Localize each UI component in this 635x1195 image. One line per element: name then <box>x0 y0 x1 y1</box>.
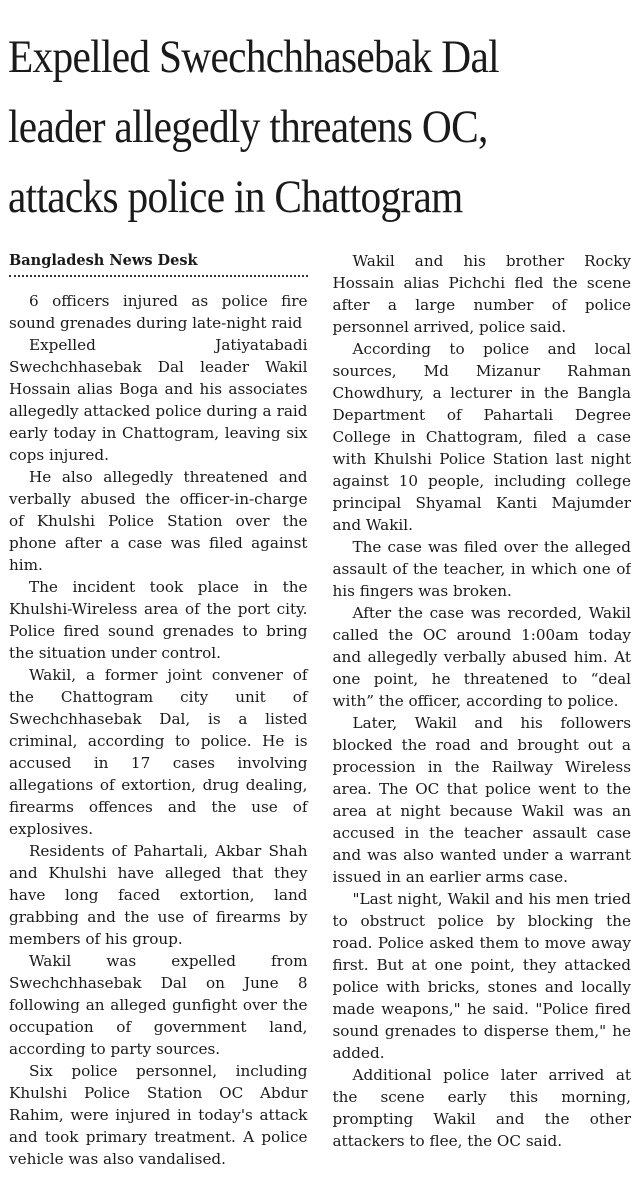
paragraph: After the case was recorded, Wakil called the OC around 1:00am today and allegedly verbally abused him. At one point, he threatened to “deal with” the officer, according to police. <box>332 604 631 710</box>
paragraph: The case was filed over the alleged assault of the teacher, in which one of his fingers was broken. <box>332 538 631 600</box>
paragraph: He also allegedly threatened and verbally abused the officer-in-charge of Khulshi Police Station over the phone after a case was filed against him. <box>9 468 308 574</box>
paragraph: According to police and local sources, Md Mizanur Rahman Chowdhury, a lecturer in the Bangla Department of Pahartali Degree College in Chattogram, filed a case with Khulshi Police Station last night against 10 people, including college principal Shyamal Kanti Majumder and Wakil. <box>332 340 631 534</box>
paragraph: Residents of Pahartali, Akbar Shah and Khulshi have alleged that they have long faced extortion, land grabbing and the use of firearms by members of his group. <box>9 842 308 948</box>
paragraph: "Last night, Wakil and his men tried to obstruct police by blocking the road. Police asked them to move away first. But at one point, they attacked police with bricks, stones and locally made weapons," he said. "Police fired sound grenades to disperse them," he added. <box>332 890 631 1062</box>
article-body <box>9 250 631 1190</box>
paragraph: Expelled Jatiyatabadi Swechchhasebak Dal leader Wakil Hossain alias Boga and his associates allegedly attacked police during a raid early today in Chattogram, leaving six cops injured. <box>9 336 308 464</box>
byline: Bangladesh News Desk <box>9 250 308 277</box>
paragraph: Wakil was expelled from Swechchhasebak Dal on June 8 following an alleged gunfight over the occupation of government land, according to party sources. <box>9 952 308 1058</box>
subheading: 6 officers injured as police fire sound grenades during late-night raid <box>9 292 308 332</box>
headline-line-1: Expelled Swechchhasebak Dal <box>8 31 499 83</box>
paragraph: Additional police later arrived at the scene early this morning, prompting Wakil and the other attackers to flee, the OC said. <box>332 1066 631 1150</box>
headline <box>8 22 555 232</box>
paragraph: Wakil, a former joint convener of the Chattogram city unit of Swechchhasebak Dal, is a listed criminal, according to police. He is accused in 17 cases involving allegations of extortion, drug dealing, firearms offences and the use of explosives. <box>9 666 308 838</box>
paragraph: Later, Wakil and his followers blocked the road and brought out a procession in the Railway Wireless area. The OC that police went to the area at night because Wakil was an accused in the teacher assault case and was also wanted under a warrant issued in an earlier arms case. <box>332 714 631 886</box>
paragraph: The incident took place in the Khulshi-Wireless area of the port city. Police fired sound grenades to bring the situation under control. <box>9 578 308 662</box>
headline-line-2: leader allegedly threatens OC, <box>8 101 488 153</box>
headline-line-3: attacks police in Chattogram <box>8 171 463 223</box>
paragraph: Six police personnel, including Khulshi Police Station OC Abdur Rahim, were injured in today's attack and took primary treatment. A police vehicle was also vandalised. <box>9 1062 308 1168</box>
paragraph: Wakil and his brother Rocky Hossain alias Pichchi fled the scene after a large number of police personnel arrived, police said. <box>332 252 631 336</box>
